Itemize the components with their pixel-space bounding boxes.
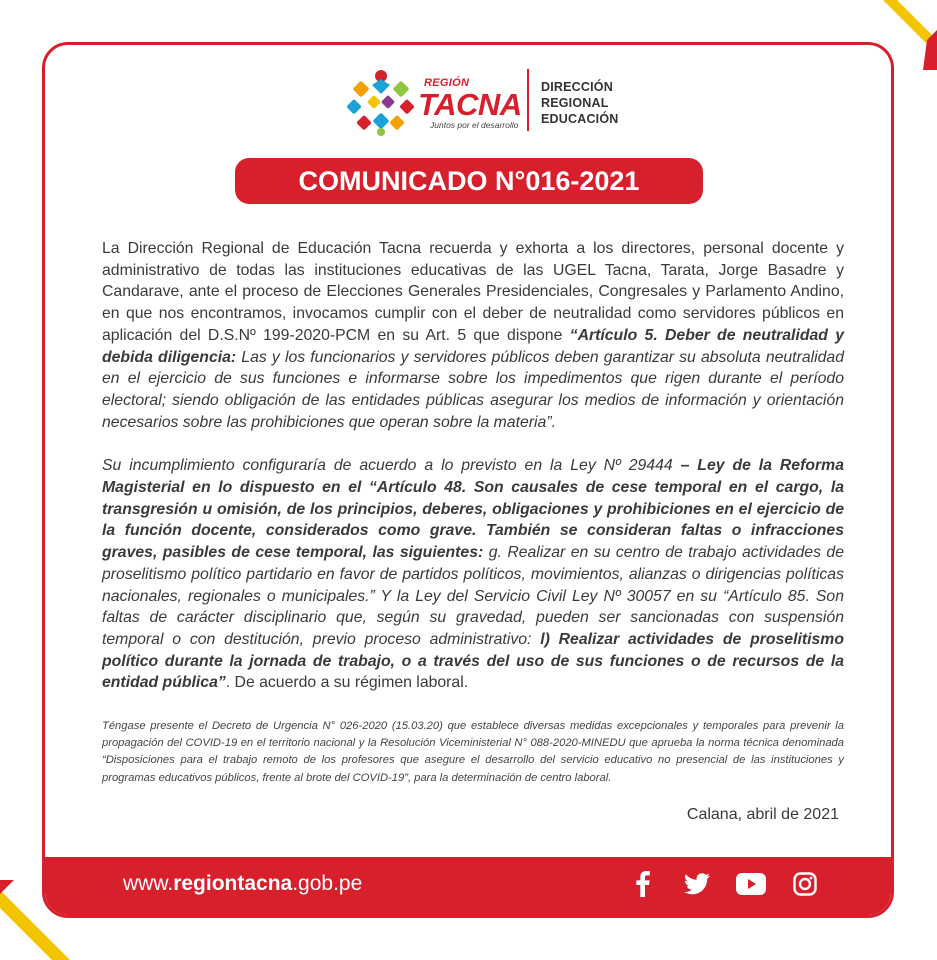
direction-line: DIRECCIÓN <box>541 80 613 94</box>
sanctions-text-1: Su incumplimiento configuraría de acuerdo a lo previsto en la Ley Nº 29444 <box>102 457 681 475</box>
direction-name <box>541 79 619 127</box>
covid-note: Téngase presente el Decreto de Urgencia N° 026-2020 (15.03.20) que establece diversas medidas excepcionales y temporales para prevenir la propagación del COVID-19 en el territorio nacional y la Resolución Viceministerial N° 088-2020-MINEDU que aprueba la norma técnica denominada “Disposiciones para el trabajo remoto de los profesores que asegure el desarrollo del servicio educativo no presencial de las instituciones y programas educativos públicos, frente al brote del COVID-19”, para la determinación de centro laboral. <box>102 720 844 784</box>
logo-slogan: Juntos por el desarrollo <box>430 120 519 130</box>
website-domain: regiontacna <box>173 872 293 895</box>
article-85-item: l) Realizar actividades de proselitismo político durante la jornada de trabajo, o a través del uso de sus funciones o de recursos de la entidad pública” <box>102 630 845 692</box>
footer-divider <box>45 854 891 856</box>
article-5-text: Las y los funcionarios y servidores públicos deben garantizar su absoluta neutralidad en el ejercicio de sus funciones e informarse sobre los impedimentos que rigen durante el período electoral; siendo obligación de las entidades públicas asegurar los medios de información y orientación necesarios sobre las prohibiciones que operan sobre la materia”. <box>102 348 844 431</box>
sanctions-text-2: – Ley de la Reforma Magisterial en lo dispuesto en el <box>102 457 844 497</box>
youtube-icon[interactable] <box>735 868 767 900</box>
logo-region-name: TACNA <box>418 87 522 122</box>
sanctions-text-4: g. Realizar en su centro de trabajo actividades de proselitismo político partidario en favor de partidos políticos, movimientos, alianzas o dirigencias políticas nacionales, regionales o municipales.” Y la Ley del Servicio Civil Ley Nº 30057 en su “Artículo 85. Son faltas de carácter disciplinario que, según su gravedad, pueden ser sancionadas con suspensión temporal o con destitución, previo proceso administrativo: <box>102 544 845 648</box>
instagram-icon[interactable] <box>789 868 821 900</box>
website-prefix: www. <box>123 872 174 895</box>
communique-title: COMUNICADO N°016-2021 <box>235 158 703 204</box>
place-date: Calana, abril de 2021 <box>686 806 839 823</box>
direction-line: REGIONAL <box>541 96 609 110</box>
article-5-title: “Artículo 5. Deber de neutralidad y debida diligencia: <box>102 326 844 366</box>
sanctions-closing: . De acuerdo a su régimen laboral. <box>225 674 469 692</box>
facebook-icon[interactable] <box>627 868 659 900</box>
footer <box>45 857 891 915</box>
communique-card <box>42 42 894 918</box>
twitter-icon[interactable] <box>681 868 713 900</box>
header-divider <box>527 69 529 131</box>
paragraph-intro: La Dirección Regional de Educación Tacna recuerda y exhorta a los directores, personal docente y administrativo de todas las instituciones educativas de las UGEL Tacna, Tarata, Jorge Basadre y Candarave, ante el proceso de Elecciones Generales Presidenciales, Congresales y Parlamento Andino, en que nos encontramos, invocamos cumplir con el deber de neutralidad como servidores públicos en aplicación del D.S.Nº 199-2020-PCM en su Art. 5 que dispone <box>102 240 844 344</box>
direction-line: EDUCACIÓN <box>541 112 619 126</box>
region-tacna-logo-icon <box>345 67 417 137</box>
paragraph-sanctions <box>102 455 844 694</box>
website-suffix: .gob.pe <box>292 872 363 895</box>
header <box>45 65 891 135</box>
communique-body <box>102 238 844 716</box>
social-links <box>627 868 821 900</box>
article-48-text: “Artículo 48. Son causales de cese temporal en el cargo, la transgresión u omisión, de los principios, deberes, obligaciones y prohibiciones en el ejercicio de la función docente, considerados como grave. También se consideran faltas o infracciones graves, pasibles de cese temporal, las siguientes: <box>102 479 844 562</box>
website-link[interactable] <box>123 872 362 896</box>
logo-region-label: REGIÓN <box>424 77 470 89</box>
paragraph-neutrality <box>102 238 844 433</box>
